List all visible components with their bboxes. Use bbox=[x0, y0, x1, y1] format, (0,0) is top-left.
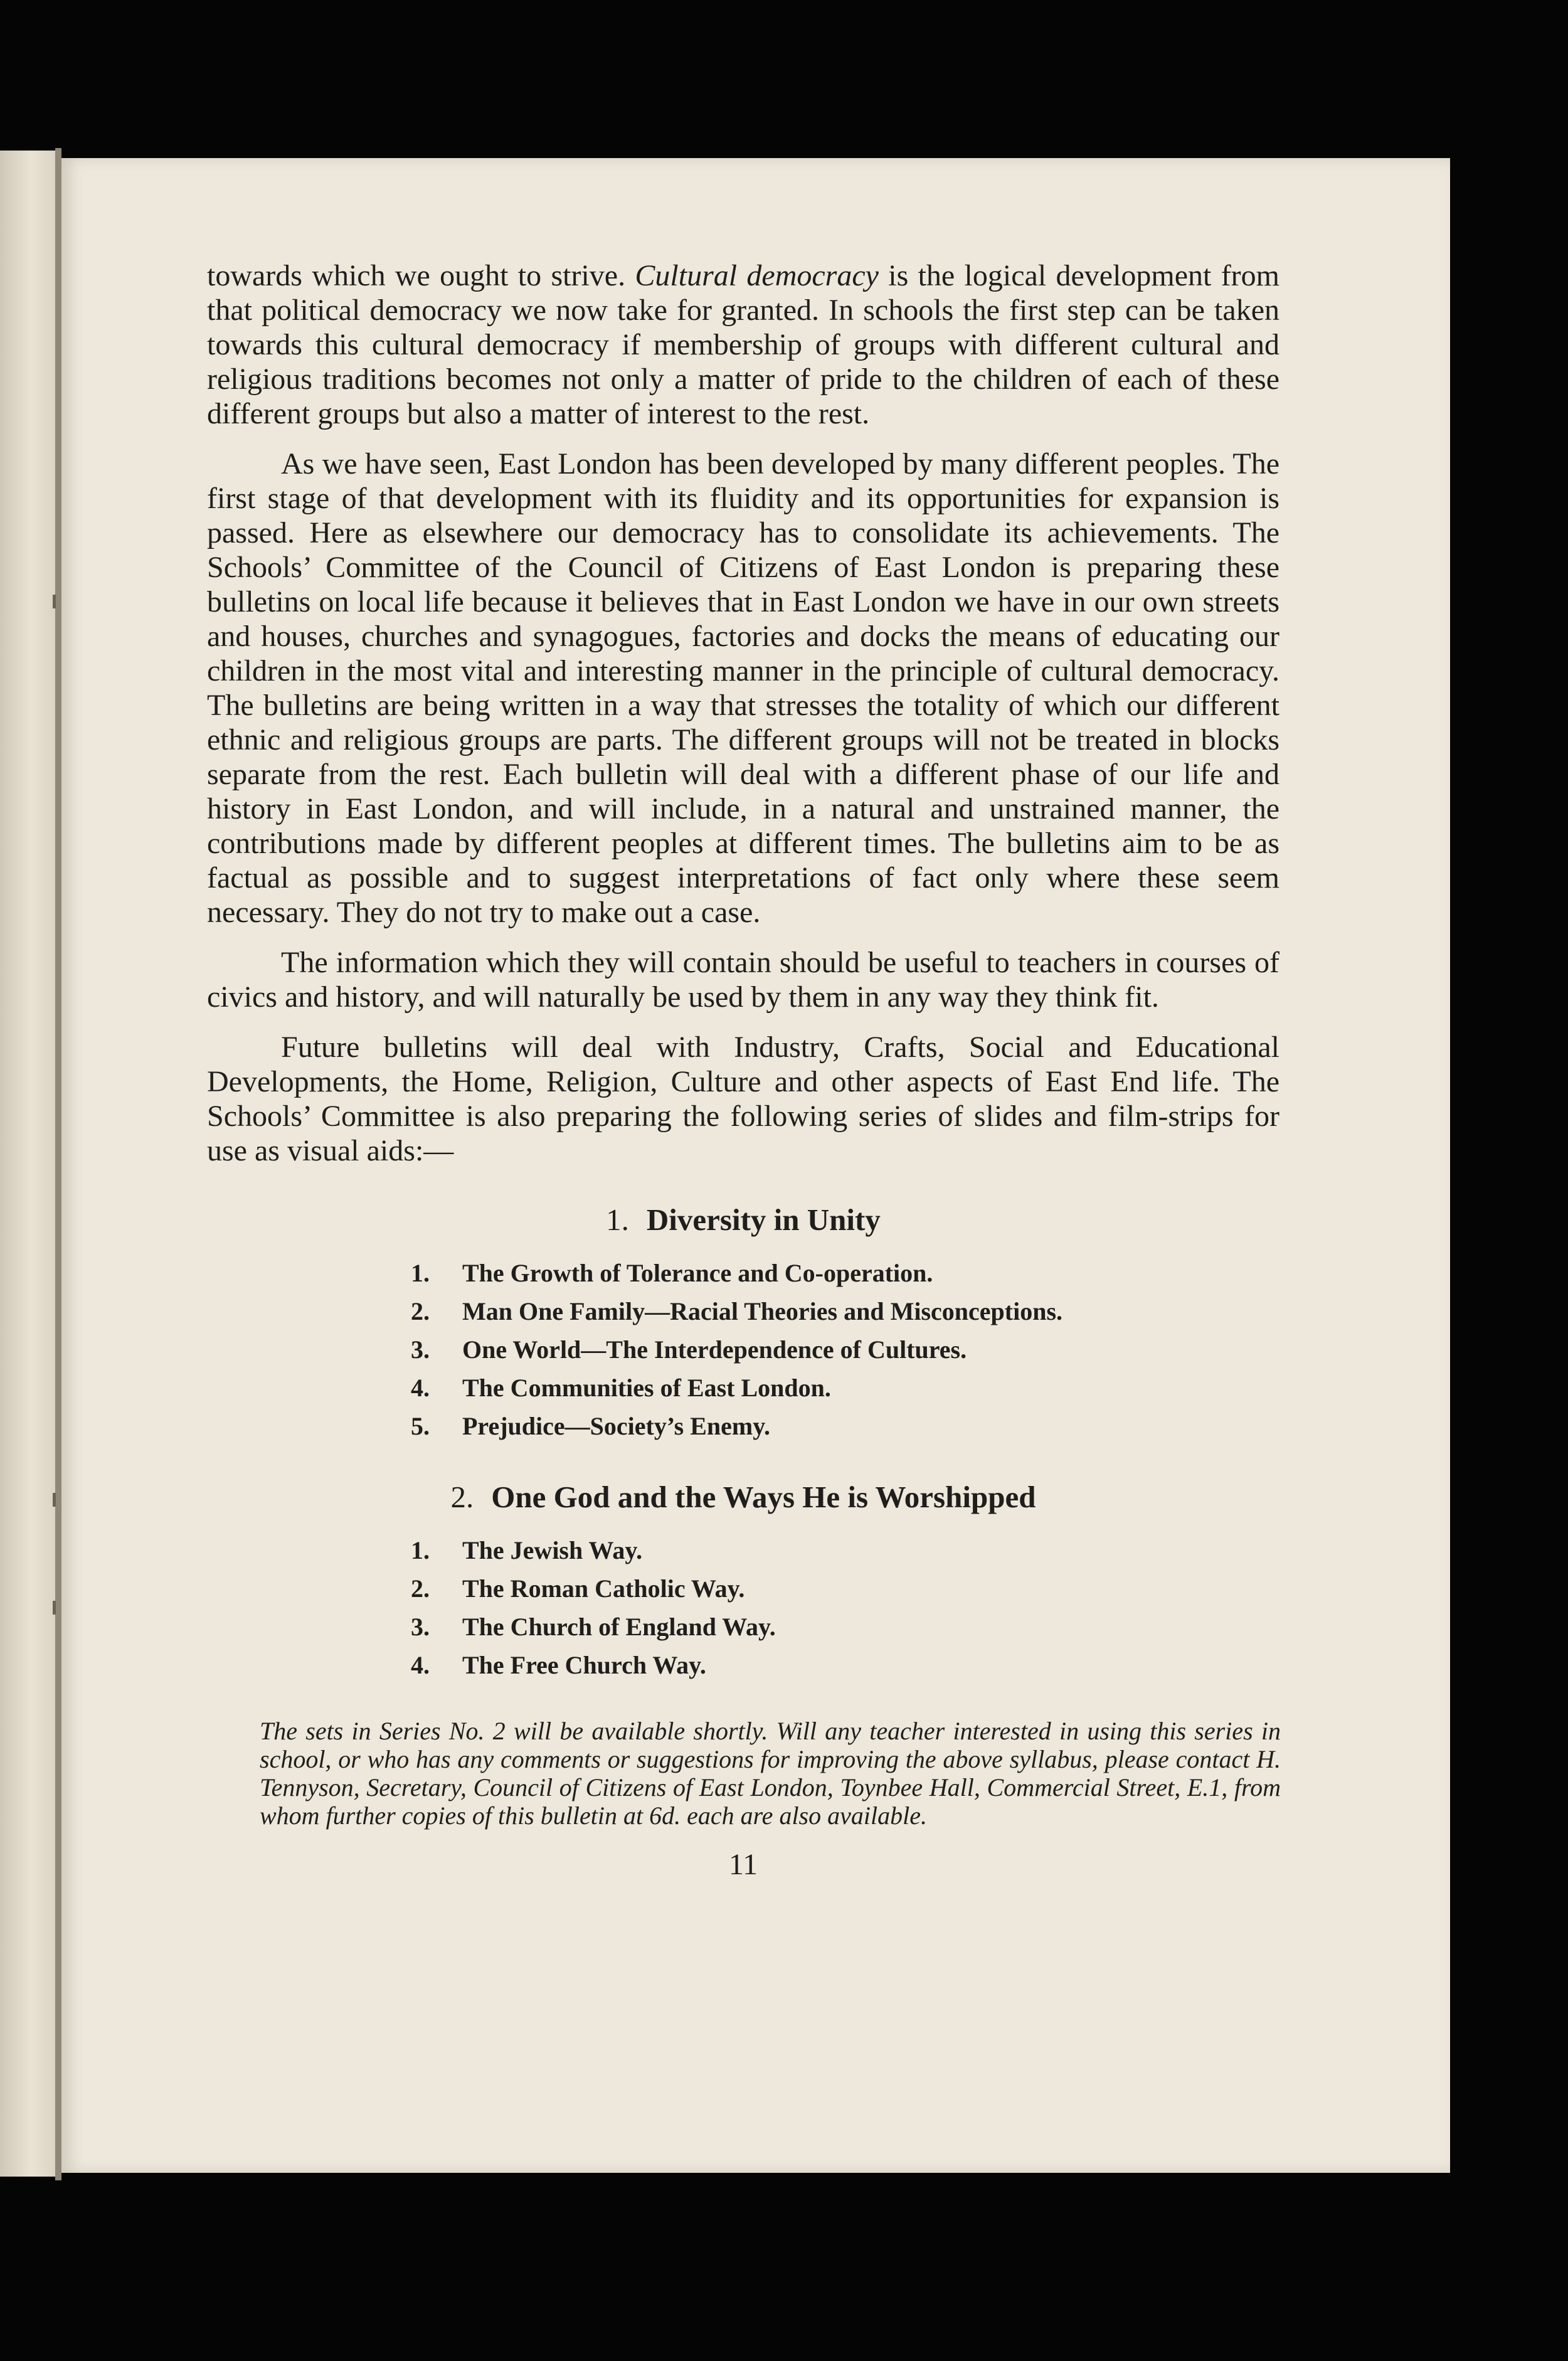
availability-note: The sets in Series No. 2 will be available shortly. Will any teacher interested in using this series in school, or who has any comments or suggestions for improving the above syllabus, please contact H. Tennyson, Secretary, Council of Citizens of East London, Toynbee Hall, Commercial Street, E.1, from whom further copies of this bulletin at 6d. each are also available. bbox=[260, 1717, 1281, 1830]
item-number: 2. bbox=[411, 1297, 430, 1325]
list-item bbox=[411, 1407, 1279, 1445]
page-number: 11 bbox=[728, 1848, 758, 1881]
item-number: 2. bbox=[411, 1574, 430, 1603]
series-1-heading bbox=[207, 1202, 1279, 1238]
page-mark bbox=[53, 1601, 56, 1615]
list-item bbox=[411, 1646, 1279, 1684]
list-item bbox=[411, 1369, 1279, 1407]
item-number: 3. bbox=[411, 1613, 430, 1641]
item-text: Man One Family—Racial Theories and Misconceptions. bbox=[462, 1297, 1063, 1325]
page-content bbox=[207, 258, 1279, 1882]
item-number: 1. bbox=[411, 1259, 430, 1287]
paragraph-1-start: towards which we ought to strive. bbox=[207, 259, 635, 292]
list-item bbox=[411, 1254, 1279, 1292]
series-1-title: Diversity in Unity bbox=[646, 1202, 881, 1237]
item-number: 5. bbox=[411, 1412, 430, 1440]
list-item bbox=[411, 1330, 1279, 1369]
paragraph-1-rest: is the logical development from that political democracy we now take for granted. In schools the first step can be taken towards this cultural democracy if membership of groups with different cultural and religious traditions becomes not only a matter of pride to the children of each of these different groups but also a matter of interest to the rest. bbox=[207, 259, 1279, 430]
list-item bbox=[411, 1608, 1279, 1646]
series-2-heading bbox=[207, 1479, 1279, 1515]
list-item bbox=[411, 1531, 1279, 1569]
list-item bbox=[411, 1292, 1279, 1330]
item-number: 1. bbox=[411, 1536, 430, 1564]
paragraph-2: As we have seen, East London has been developed by many different peoples. The first stage of that development with its fluidity and its opportunities for expansion is passed. Here as elsewhere our democracy has to consolidate its achievements. The Schools’ Committee of the Council of Citizens of East London is preparing these bulletins on local life because it believes that in East London we have in our own streets and houses, churches and synagogues, factories and docks the means of educating our children in the most vital and interesting manner in the principle of cultural democracy. The bulletins are being written in a way that stresses the totality of which our different ethnic and religious groups are parts. The different groups will not be treated in blocks separate from the rest. Each bulletin will deal with a different phase of our life and history in East London, and will include, in a natural and unstrained manner, the contributions made by different peoples at different times. The bulletins aim to be as factual as possible and to suggest interpretations of fact only where these seem necessary. They do not try to make out a case. bbox=[207, 447, 1279, 929]
item-text: The Church of England Way. bbox=[462, 1613, 776, 1641]
item-text: The Free Church Way. bbox=[462, 1651, 706, 1679]
series-2-list bbox=[411, 1531, 1279, 1684]
binding-gutter bbox=[55, 148, 61, 2180]
page-mark bbox=[53, 1493, 56, 1507]
series-1-list bbox=[411, 1254, 1279, 1445]
item-text: Prejudice—Society’s Enemy. bbox=[462, 1412, 771, 1440]
series-2-title: One God and the Ways He is Worshipped bbox=[491, 1480, 1036, 1514]
item-number: 3. bbox=[411, 1335, 430, 1364]
series-2-number: 2. bbox=[450, 1480, 474, 1514]
item-number: 4. bbox=[411, 1651, 430, 1679]
page-mark bbox=[53, 595, 56, 608]
item-text: The Jewish Way. bbox=[462, 1536, 643, 1564]
item-text: The Growth of Tolerance and Co-operation. bbox=[462, 1259, 933, 1287]
item-text: The Communities of East London. bbox=[462, 1374, 831, 1402]
paragraph-1 bbox=[207, 258, 1279, 431]
paragraph-3: The information which they will contain should be useful to teachers in courses of civics and history, and will naturally be used by them in any way they think fit. bbox=[207, 946, 1279, 1014]
item-text: One World—The Interdependence of Cultures. bbox=[462, 1335, 967, 1364]
cultural-democracy-emphasis: Cultural democracy bbox=[635, 259, 879, 292]
facing-page-edge bbox=[0, 151, 58, 2177]
paragraph-4: Future bulletins will deal with Industry, Crafts, Social and Educational Developments, the Home, Religion, Culture and other aspects of East End life. The Schools’ Committee is also preparing the following series of slides and film-strips for use as visual aids:— bbox=[207, 1031, 1279, 1167]
list-item bbox=[411, 1569, 1279, 1608]
series-1-number: 1. bbox=[606, 1202, 629, 1237]
item-number: 4. bbox=[411, 1374, 430, 1402]
item-text: The Roman Catholic Way. bbox=[462, 1574, 745, 1603]
